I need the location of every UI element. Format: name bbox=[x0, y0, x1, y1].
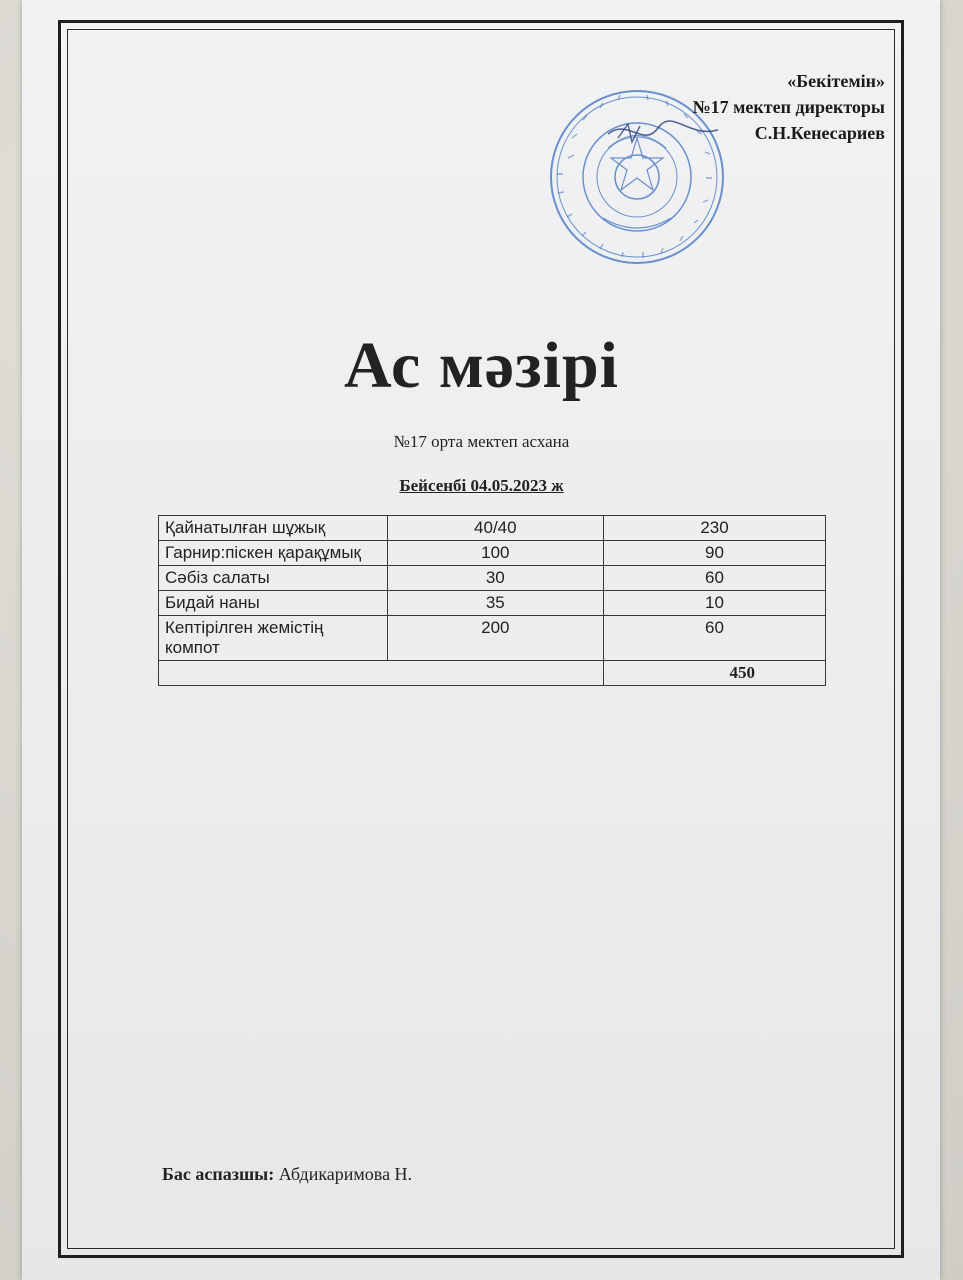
calories-cell: 90 bbox=[604, 541, 826, 566]
calories-cell: 230 bbox=[604, 516, 826, 541]
total-calories: 450 bbox=[604, 661, 826, 686]
portion-cell: 40/40 bbox=[387, 516, 603, 541]
approval-heading: «Бекітемін» bbox=[787, 71, 885, 91]
table-row bbox=[159, 516, 826, 541]
dish-name-cell: Гарнир:піскен қарақұмық bbox=[159, 541, 388, 566]
menu-table bbox=[158, 515, 826, 686]
approval-position: №17 мектеп директоры bbox=[692, 97, 885, 117]
dish-name-cell: Кептірілген жемістің компот bbox=[159, 616, 388, 661]
dish-name-cell: Қайнатылған шұжық bbox=[159, 516, 388, 541]
menu-date: Бейсенбі 04.05.2023 ж bbox=[399, 476, 564, 495]
calories-cell: 60 bbox=[604, 566, 826, 591]
portion-cell: 30 bbox=[387, 566, 603, 591]
page-subtitle: №17 орта мектеп асхана bbox=[393, 432, 570, 451]
approval-block bbox=[693, 68, 885, 146]
calories-cell: 60 bbox=[604, 616, 826, 661]
approval-director-name: С.Н.Кенесариев bbox=[754, 123, 885, 143]
chef-signature bbox=[162, 1164, 412, 1185]
page-title: Ас мәзірі bbox=[344, 329, 619, 402]
dish-name-cell: Сәбіз салаты bbox=[159, 566, 388, 591]
portion-cell: 35 bbox=[387, 591, 603, 616]
total-row bbox=[159, 661, 826, 686]
portion-cell: 200 bbox=[387, 616, 603, 661]
total-spacer bbox=[159, 661, 604, 686]
table-row bbox=[159, 616, 826, 661]
dish-name-cell: Бидай наны bbox=[159, 591, 388, 616]
table-row bbox=[159, 541, 826, 566]
chef-name: Абдикаримова Н. bbox=[278, 1164, 413, 1184]
table-row bbox=[159, 566, 826, 591]
portion-cell: 100 bbox=[387, 541, 603, 566]
table-row bbox=[159, 591, 826, 616]
chef-label: Бас аспазшы: bbox=[162, 1164, 275, 1184]
calories-cell: 10 bbox=[604, 591, 826, 616]
